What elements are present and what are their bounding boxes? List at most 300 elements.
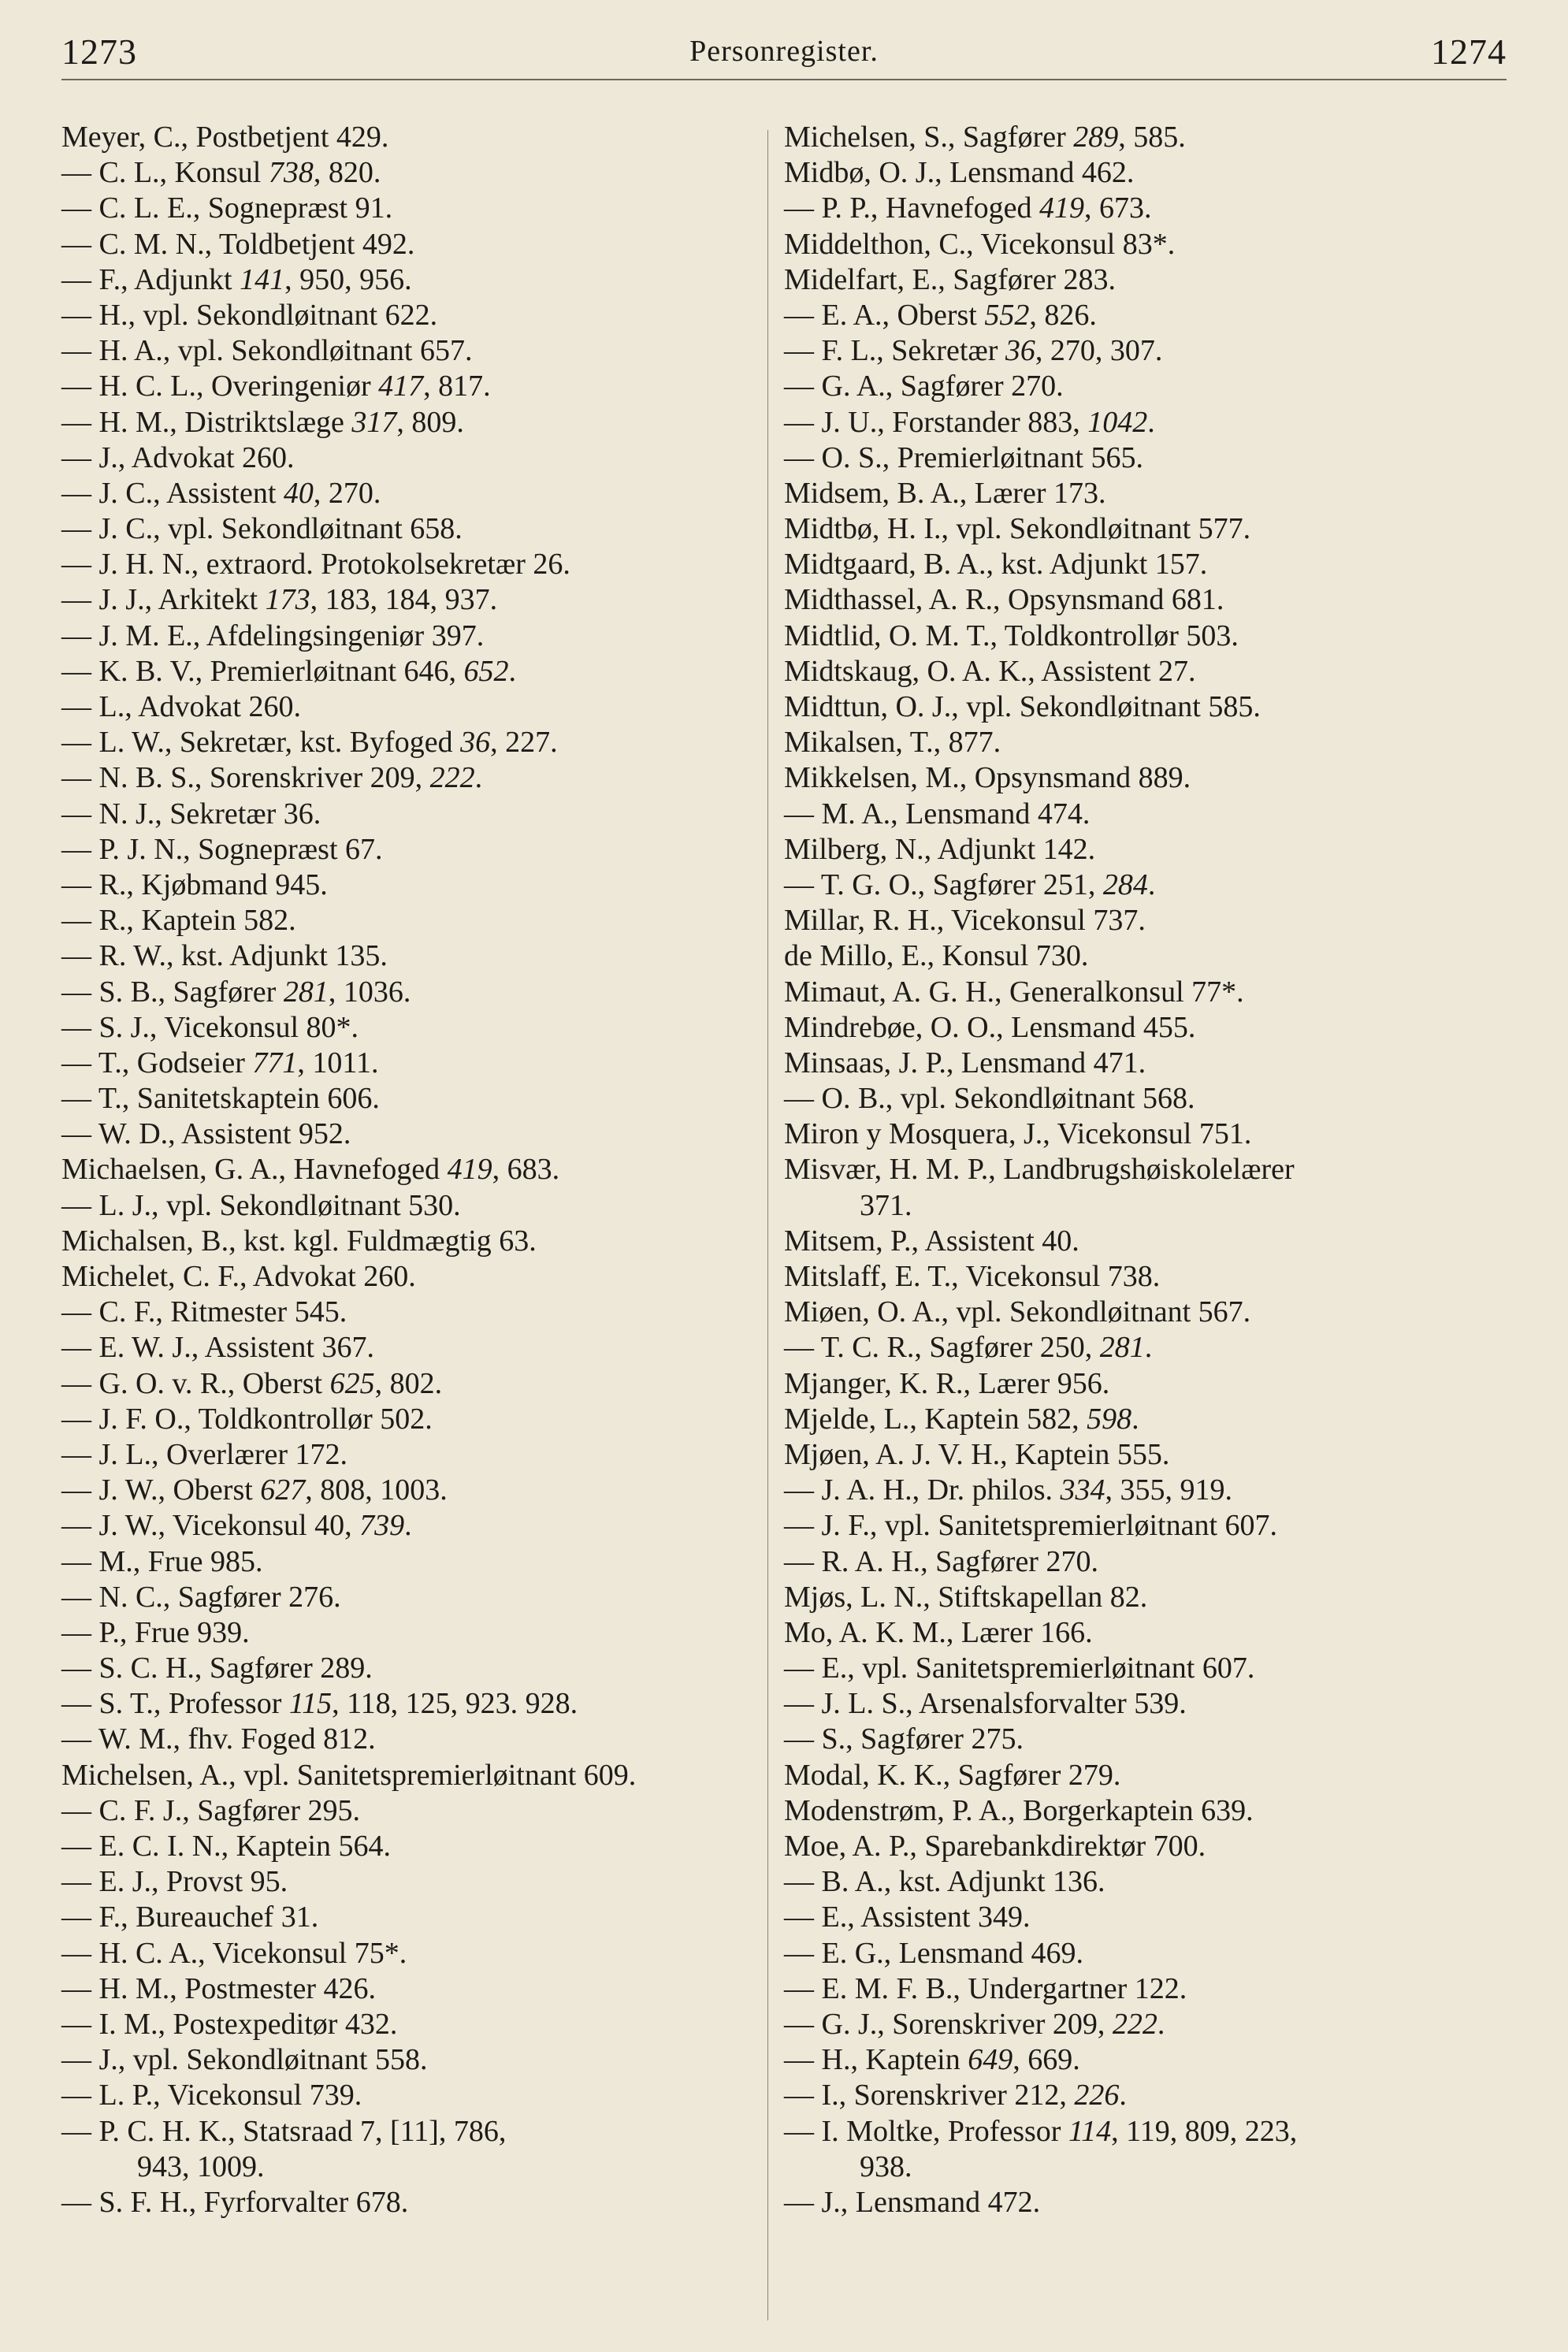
entry-text: , 683. [492, 1153, 560, 1187]
index-entry [784, 868, 1505, 903]
index-entry [61, 1117, 767, 1152]
entry-text: Midbø, O. J., Lensmand 462. [784, 156, 1135, 190]
index-entry [784, 1152, 1505, 1187]
entry-text: — S. J., Vicekonsul 80*. [61, 1010, 359, 1044]
italic-page-ref: 649 [968, 2043, 1013, 2077]
index-entry [784, 689, 1505, 725]
entry-text: Miron y Mosquera, J., Vicekonsul 751. [784, 1117, 1252, 1151]
index-entry [61, 2114, 767, 2149]
index-entry [784, 1864, 1505, 1900]
index-entry [784, 2114, 1505, 2149]
italic-page-ref: 627 [260, 1473, 306, 1507]
entry-text: — R., Kjøbmand 945. [61, 868, 328, 901]
entry-text: — P. J. N., Sognepræst 67. [61, 832, 383, 866]
italic-page-ref: 419 [1039, 191, 1085, 225]
index-entry [61, 1010, 767, 1046]
entry-text: , 820. [313, 156, 381, 190]
index-entry [784, 797, 1505, 832]
entry-text: — G. A., Sagfører 270. [784, 370, 1064, 403]
index-entry [784, 191, 1505, 226]
entry-text: Mjanger, K. R., Lærer 956. [784, 1366, 1110, 1400]
index-entry [61, 262, 767, 298]
entry-text: . [404, 1509, 412, 1543]
entry-text: . [1157, 2007, 1165, 2041]
index-entry [784, 1330, 1505, 1365]
index-entry [61, 2185, 767, 2220]
entry-text: . [1131, 1402, 1139, 1436]
entry-text: — M., Frue 985. [61, 1544, 263, 1578]
entry-text: — E. W. J., Assistent 367. [61, 1331, 374, 1365]
index-entry [784, 1224, 1505, 1259]
entry-text: , 826. [1029, 298, 1097, 332]
entry-text: — J. F., vpl. Sanitetspremierløitnant 607. [784, 1509, 1278, 1543]
index-entry [784, 1793, 1505, 1829]
entry-text: , 817. [423, 370, 491, 403]
index-entry [61, 1330, 767, 1365]
entry-text: — J. C., vpl. Sekondløitnant 658. [61, 512, 463, 546]
entry-text: — E. J., Provst 95. [61, 1865, 288, 1899]
index-entry [61, 832, 767, 868]
index-entry [61, 1936, 767, 1971]
entry-text: — E. A., Oberst [784, 298, 985, 332]
index-entry [61, 1580, 767, 1615]
index-entry [61, 120, 767, 155]
entry-text: Midsem, B. A., Lærer 173. [784, 476, 1106, 510]
index-entry [784, 1722, 1505, 1757]
entry-text: — G. O. v. R., Oberst [61, 1366, 330, 1400]
index-entry [784, 1295, 1505, 1330]
entry-text: — J. U., Forstander 883, [784, 405, 1088, 439]
index-entry [784, 760, 1505, 796]
index-entry [61, 1046, 767, 1081]
entry-text: . [1119, 2079, 1127, 2112]
italic-page-ref: 334 [1060, 1473, 1105, 1507]
index-entry [784, 938, 1505, 974]
entry-text: , 673. [1084, 191, 1152, 225]
italic-page-ref: 1042 [1087, 405, 1148, 439]
index-entry [61, 1864, 767, 1900]
entry-text: , 183, 184, 937. [310, 583, 498, 617]
entry-text: — T. G. O., Sagfører 251, [784, 868, 1103, 901]
index-entry [61, 2007, 767, 2042]
entry-text: — C. F., Ritmester 545. [61, 1295, 347, 1329]
entry-text: — J. C., Assistent [61, 476, 284, 510]
running-title: Personregister. [689, 35, 879, 68]
index-entry [784, 1936, 1505, 1971]
italic-page-ref: 173 [265, 583, 310, 617]
index-entry [61, 797, 767, 832]
entry-text: 371. [860, 1188, 912, 1222]
index-entry [61, 1224, 767, 1259]
entry-text: Miøen, O. A., vpl. Sekondløitnant 567. [784, 1295, 1251, 1329]
index-entry [784, 1686, 1505, 1722]
entry-text: — N. B. S., Sorenskriver 209, [61, 761, 430, 795]
index-entry [784, 1544, 1505, 1580]
entry-text: , 802. [374, 1366, 443, 1400]
index-entry [784, 227, 1505, 262]
italic-page-ref: 281 [1099, 1331, 1145, 1365]
entry-text: — F., Bureauchef 31. [61, 1901, 319, 1934]
entry-text: — C. L., Konsul [61, 156, 269, 190]
entry-text: Mo, A. K. M., Lærer 166. [784, 1615, 1093, 1649]
entry-text: — E., Assistent 349. [784, 1901, 1031, 1934]
entry-text: , 585. [1118, 121, 1186, 154]
italic-page-ref: 552 [984, 298, 1030, 332]
entry-text: , 355, 919. [1105, 1473, 1232, 1507]
entry-text: . [1144, 1331, 1153, 1365]
entry-text: . [508, 654, 517, 688]
index-entry [784, 120, 1505, 155]
entry-text: — I. Moltke, Professor [784, 2114, 1068, 2148]
entry-text: — W. D., Assistent 952. [61, 1117, 351, 1151]
entry-text: Misvær, H. M. P., Landbrugshøiskolelærer [784, 1153, 1295, 1187]
entry-text: Midelfart, E., Sagfører 283. [784, 262, 1117, 296]
italic-page-ref: 284 [1102, 868, 1148, 901]
entry-text: — P. C. H. K., Statsraad 7, [11], 786, [61, 2114, 507, 2148]
entry-text: , 1011. [297, 1046, 379, 1079]
index-entry [61, 975, 767, 1010]
entry-text: , 119, 809, 223, [1111, 2114, 1298, 2148]
entry-text: — M. A., Lensmand 474. [784, 797, 1091, 830]
column-divider [767, 130, 768, 2320]
index-entry [61, 1295, 767, 1330]
index-entry [61, 2078, 767, 2113]
index-entry [784, 333, 1505, 369]
italic-page-ref: 115 [288, 1687, 333, 1721]
index-entry [784, 1758, 1505, 1793]
entry-text: 943, 1009. [137, 2149, 265, 2183]
index-entry [784, 903, 1505, 938]
index-entry [784, 405, 1505, 440]
entry-text: Mjelde, L., Kaptein 582, [784, 1402, 1087, 1436]
entry-text: . [474, 761, 483, 795]
index-entry [61, 689, 767, 725]
index-entry [784, 582, 1505, 618]
entry-continuation [61, 2149, 767, 2185]
entry-text: , 950, 956. [284, 262, 412, 296]
entry-text: Mitslaff, E. T., Vicekonsul 738. [784, 1260, 1161, 1293]
index-entry [61, 654, 767, 689]
entry-text: Mitsem, P., Assistent 40. [784, 1224, 1079, 1258]
entry-text: Moe, A. P., Sparebankdirektør 700. [784, 1830, 1206, 1863]
entry-text: — R. W., kst. Adjunkt 135. [61, 939, 388, 973]
entry-text: — L. P., Vicekonsul 739. [61, 2079, 362, 2112]
index-entry [61, 547, 767, 582]
entry-text: — J., Lensmand 472. [784, 2185, 1041, 2219]
index-entry [61, 1259, 767, 1295]
index-entry [784, 369, 1505, 404]
entry-text: — H. M., Postmester 426. [61, 1971, 376, 2005]
index-entry [784, 1081, 1505, 1117]
index-entry [61, 1437, 767, 1473]
italic-page-ref: 114 [1068, 2114, 1112, 2148]
index-entry [61, 476, 767, 511]
entry-text: Midtlid, O. M. T., Toldkontrollør 503. [784, 619, 1239, 652]
entry-text: — E. C. I. N., Kaptein 564. [61, 1830, 391, 1863]
entry-text: — J., vpl. Sekondløitnant 558. [61, 2043, 428, 2077]
italic-page-ref: 222 [429, 761, 475, 795]
entry-text: — L. J., vpl. Sekondløitnant 530. [61, 1188, 461, 1222]
entry-text: — W. M., fhv. Foged 812. [61, 1722, 376, 1756]
index-entry [61, 1829, 767, 1864]
right-page-number: 1274 [1430, 31, 1507, 72]
entry-text: de Millo, E., Konsul 730. [784, 939, 1089, 973]
index-entry [61, 1402, 767, 1437]
entry-text: — G. J., Sorenskriver 209, [784, 2007, 1113, 2041]
entry-text: . [1147, 405, 1155, 439]
entry-text: — R., Kaptein 582. [61, 904, 296, 938]
index-entry [784, 2185, 1505, 2220]
index-entry [784, 1259, 1505, 1295]
index-entry [61, 1686, 767, 1722]
entry-text: Mikkelsen, M., Opsynsmand 889. [784, 761, 1191, 795]
index-entry [784, 1615, 1505, 1651]
index-entry [61, 868, 767, 903]
index-entry [61, 938, 767, 974]
entry-text: — H. C. A., Vicekonsul 75*. [61, 1936, 407, 1970]
index-entry [784, 155, 1505, 191]
entry-text: Modenstrøm, P. A., Borgerkaptein 639. [784, 1793, 1254, 1827]
index-entry [61, 1900, 767, 1935]
entry-text: Mikalsen, T., 877. [784, 726, 1001, 760]
italic-page-ref: 738 [268, 156, 314, 190]
index-entry [61, 1473, 767, 1508]
entry-text: — S. C. H., Sagfører 289. [61, 1652, 373, 1685]
entry-text: , 1036. [328, 975, 411, 1009]
entry-text: — R. A. H., Sagfører 270. [784, 1544, 1098, 1578]
index-entry [61, 619, 767, 654]
right-index-column [784, 120, 1505, 2220]
index-entry [784, 725, 1505, 760]
index-entry [61, 760, 767, 796]
index-entry [61, 1722, 767, 1757]
entry-text: — J. A. H., Dr. philos. [784, 1473, 1061, 1507]
entry-text: — J., Advokat 260. [61, 440, 295, 474]
entry-text: Michalsen, B., kst. kgl. Fuldmægtig 63. [61, 1224, 537, 1258]
index-entry [61, 1615, 767, 1651]
index-entry [61, 582, 767, 618]
entry-continuation [784, 1188, 1505, 1224]
entry-text: Midtgaard, B. A., kst. Adjunkt 157. [784, 548, 1208, 581]
entry-text: — S. T., Professor [61, 1687, 289, 1721]
italic-page-ref: 289 [1073, 121, 1119, 154]
entry-text: — F. L., Sekretær [784, 334, 1005, 368]
entry-text: — N. J., Sekretær 36. [61, 797, 321, 830]
italic-page-ref: 141 [240, 262, 285, 296]
index-entry [784, 547, 1505, 582]
entry-text: — L. W., Sekretær, kst. Byfoged [61, 726, 461, 760]
left-index-column [61, 120, 767, 2220]
entry-text: — E. M. F. B., Undergartner 122. [784, 1971, 1187, 2005]
index-entry [784, 476, 1505, 511]
left-page-number: 1273 [61, 31, 137, 72]
index-entry [61, 1544, 767, 1580]
index-entry [61, 1188, 767, 1224]
index-entry [61, 1081, 767, 1117]
index-entry [61, 2042, 767, 2078]
entry-text: — N. C., Sagfører 276. [61, 1580, 341, 1614]
entry-text: , 270, 307. [1035, 334, 1163, 368]
entry-text: — S. F. H., Fyrforvalter 678. [61, 2185, 409, 2219]
italic-page-ref: 36 [460, 726, 491, 760]
page-header [61, 24, 1507, 80]
index-entry [61, 1651, 767, 1686]
entry-text: — I. M., Postexpeditør 432. [61, 2007, 398, 2041]
index-entry [61, 333, 767, 369]
italic-page-ref: 417 [378, 370, 424, 403]
index-entry [61, 298, 767, 333]
index-entry [784, 1046, 1505, 1081]
entry-text: — C. M. N., Toldbetjent 492. [61, 227, 415, 261]
entry-text: — L., Advokat 260. [61, 690, 301, 723]
italic-page-ref: 652 [463, 654, 509, 688]
entry-text: — P. P., Havnefoged [784, 191, 1040, 225]
index-entry [784, 1829, 1505, 1864]
index-entry [784, 2078, 1505, 2113]
entry-text: , 669. [1013, 2043, 1080, 2077]
entry-text: — J. M. E., Afdelingsingeniør 397. [61, 619, 485, 652]
italic-page-ref: 40 [283, 476, 314, 510]
entry-text: Midttun, O. J., vpl. Sekondløitnant 585. [784, 690, 1261, 723]
index-entry [784, 2007, 1505, 2042]
entry-text: . [1147, 868, 1156, 901]
index-entry [61, 1366, 767, 1402]
entry-text: — J. W., Vicekonsul 40, [61, 1509, 360, 1543]
entry-text: — H. M., Distriktslæge [61, 405, 352, 439]
index-entry [784, 2042, 1505, 2078]
italic-page-ref: 281 [283, 975, 329, 1009]
index-entry [61, 1793, 767, 1829]
entry-text: — B. A., kst. Adjunkt 136. [784, 1865, 1105, 1899]
entry-text: — J. F. O., Toldkontrollør 502. [61, 1402, 433, 1436]
entry-text: — E. G., Lensmand 469. [784, 1936, 1083, 1970]
entry-text: Michelet, C. F., Advokat 260. [61, 1260, 416, 1293]
index-entry [61, 1971, 767, 2007]
index-entry [61, 440, 767, 476]
entry-text: — C. L. E., Sognepræst 91. [61, 191, 393, 225]
index-entry [784, 619, 1505, 654]
entry-text: Midtbø, H. I., vpl. Sekondløitnant 577. [784, 512, 1251, 546]
index-entry [61, 1758, 767, 1793]
italic-page-ref: 226 [1074, 2079, 1120, 2112]
entry-text: Midtskaug, O. A. K., Assistent 27. [784, 654, 1196, 688]
entry-text: Mimaut, A. G. H., Generalkonsul 77*. [784, 975, 1244, 1009]
entry-text: Mindrebøe, O. O., Lensmand 455. [784, 1010, 1196, 1044]
entry-text: — I., Sorenskriver 212, [784, 2079, 1075, 2112]
entry-text: Middelthon, C., Vicekonsul 83*. [784, 227, 1176, 261]
italic-page-ref: 36 [1005, 334, 1035, 368]
index-entry [784, 511, 1505, 547]
entry-text: Mjøs, L. N., Stiftskapellan 82. [784, 1580, 1148, 1614]
index-entry [61, 903, 767, 938]
index-entry [61, 725, 767, 760]
index-entry [61, 1508, 767, 1544]
entry-text: — J. L. S., Arsenalsforvalter 539. [784, 1687, 1187, 1721]
index-entry [61, 369, 767, 404]
index-entry [784, 298, 1505, 333]
entry-text: Meyer, C., Postbetjent 429. [61, 121, 389, 154]
entry-text: — H., Kaptein [784, 2043, 968, 2077]
entry-text: , 118, 125, 923. 928. [332, 1687, 578, 1721]
index-entry [784, 262, 1505, 298]
italic-page-ref: 598 [1087, 1402, 1132, 1436]
index-entry [61, 191, 767, 226]
entry-text: — T., Godseier [61, 1046, 253, 1079]
italic-page-ref: 317 [351, 405, 397, 439]
entry-text: Millar, R. H., Vicekonsul 737. [784, 904, 1146, 938]
index-entry [784, 975, 1505, 1010]
entry-text: — H. C. L., Overingeniør [61, 370, 379, 403]
index-entry [784, 1971, 1505, 2007]
entry-text: — E., vpl. Sanitetspremierløitnant 607. [784, 1652, 1255, 1685]
entry-text: Midthassel, A. R., Opsynsmand 681. [784, 583, 1224, 617]
index-entry [61, 155, 767, 191]
entry-text: — H. A., vpl. Sekondløitnant 657. [61, 334, 473, 368]
entry-text: , 227. [490, 726, 558, 760]
italic-page-ref: 222 [1112, 2007, 1157, 2041]
entry-text: — S. B., Sagfører [61, 975, 284, 1009]
italic-page-ref: 419 [447, 1153, 492, 1187]
entry-text: — O. S., Premierløitnant 565. [784, 440, 1143, 474]
entry-text: Michelsen, S., Sagfører [784, 121, 1074, 154]
index-entry [61, 227, 767, 262]
entry-text: 938. [860, 2149, 912, 2183]
entry-text: — J. L., Overlærer 172. [61, 1437, 348, 1471]
index-entry [784, 1117, 1505, 1152]
index-entry [61, 405, 767, 440]
index-entry [784, 1508, 1505, 1544]
index-entry [61, 1152, 767, 1187]
index-entry [784, 832, 1505, 868]
entry-text: , 809. [396, 405, 464, 439]
italic-page-ref: 739 [359, 1509, 405, 1543]
entry-text: — H., vpl. Sekondløitnant 622. [61, 298, 438, 332]
index-entry [784, 1651, 1505, 1686]
italic-page-ref: 625 [329, 1366, 375, 1400]
entry-text: Modal, K. K., Sagfører 279. [784, 1758, 1121, 1792]
entry-text: Michaelsen, G. A., Havnefoged [61, 1153, 448, 1187]
index-entry [61, 511, 767, 547]
entry-text: Minsaas, J. P., Lensmand 471. [784, 1046, 1146, 1079]
entry-text: — P., Frue 939. [61, 1615, 250, 1649]
index-entry [784, 654, 1505, 689]
entry-text: Michelsen, A., vpl. Sanitetspremierløitnant 609. [61, 1758, 637, 1792]
index-entry [784, 1900, 1505, 1935]
index-entry [784, 1473, 1505, 1508]
entry-text: — K. B. V., Premierløitnant 646, [61, 654, 464, 688]
index-entry [784, 1437, 1505, 1473]
entry-text: Milberg, N., Adjunkt 142. [784, 832, 1096, 866]
entry-text: , 808, 1003. [305, 1473, 448, 1507]
entry-text: Mjøen, A. J. V. H., Kaptein 555. [784, 1437, 1170, 1471]
entry-text: — T. C. R., Sagfører 250, [784, 1331, 1100, 1365]
entry-text: — T., Sanitetskaptein 606. [61, 1082, 380, 1116]
index-entry [784, 440, 1505, 476]
entry-text: — J. J., Arkitekt [61, 583, 266, 617]
entry-text: , 270. [313, 476, 381, 510]
italic-page-ref: 771 [252, 1046, 298, 1079]
entry-text: — S., Sagfører 275. [784, 1722, 1024, 1756]
index-entry [784, 1366, 1505, 1402]
index-entry [784, 1402, 1505, 1437]
index-entry [784, 1010, 1505, 1046]
entry-text: — J. H. N., extraord. Protokolsekretær 26. [61, 548, 570, 581]
entry-text: — J. W., Oberst [61, 1473, 261, 1507]
entry-text: — F., Adjunkt [61, 262, 240, 296]
entry-text: — C. F. J., Sagfører 295. [61, 1793, 361, 1827]
index-entry [784, 1580, 1505, 1615]
entry-continuation [784, 2149, 1505, 2185]
